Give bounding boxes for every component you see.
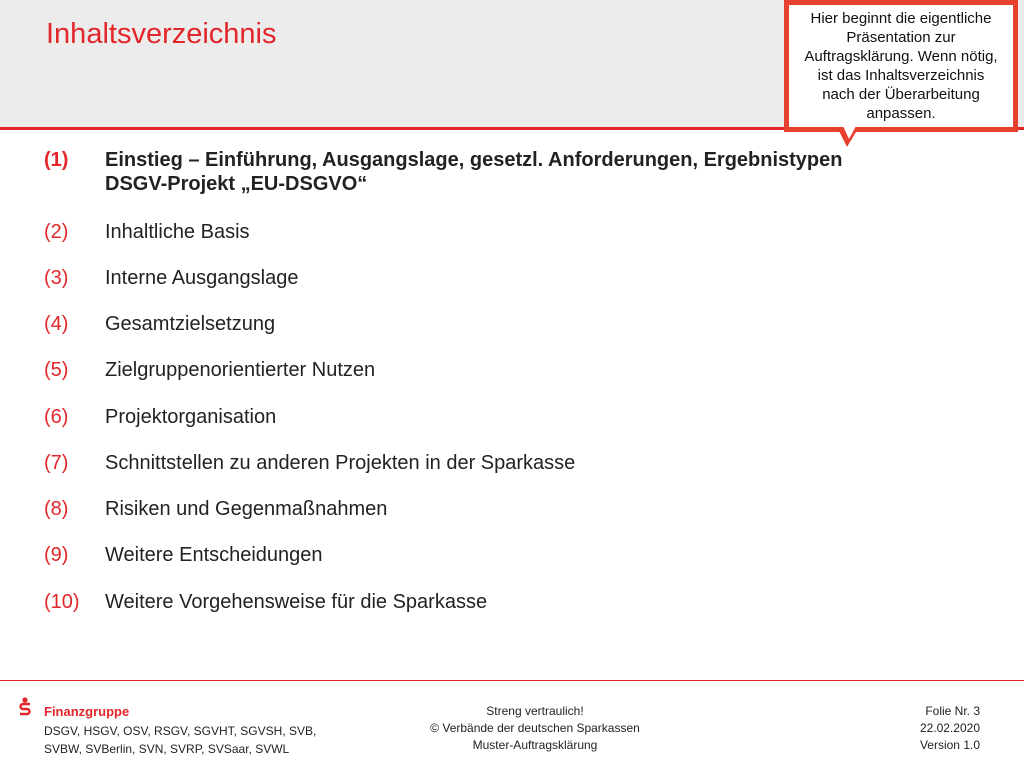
callout-note xyxy=(784,0,1018,132)
toc-number: (7) xyxy=(44,452,69,474)
slide-title: Inhaltsverzeichnis xyxy=(46,18,277,50)
slide-number: Folie Nr. 3 xyxy=(925,704,980,718)
sparkasse-s-logo-icon xyxy=(18,697,32,717)
document-name: Muster-Auftragsklärung xyxy=(472,738,598,752)
associations-line: SVBW, SVBerlin, SVN, SVRP, SVSaar, SVWL xyxy=(44,742,290,756)
copyright-note: © Verbände der deutschen Sparkassen xyxy=(430,721,640,735)
callout-pointer-inner xyxy=(843,126,856,139)
confidentiality-note: Streng vertraulich! xyxy=(486,704,584,718)
callout-line: Präsentation zur xyxy=(846,29,956,46)
callout-line: nach der Überarbeitung xyxy=(822,86,980,103)
toc-number: (2) xyxy=(44,221,69,243)
toc-label: Zielgruppenorientierter Nutzen xyxy=(105,359,376,381)
toc-label: Weitere Entscheidungen xyxy=(105,544,323,566)
toc-label-line: DSGV-Projekt „EU-DSGVO“ xyxy=(105,173,368,195)
callout-line: Auftragsklärung. Wenn nötig, xyxy=(804,48,998,65)
toc-number: (6) xyxy=(44,406,69,428)
toc-number: (3) xyxy=(44,267,69,289)
toc-number: (1) xyxy=(44,149,69,171)
footer-right xyxy=(850,703,980,754)
toc-label-line: Einstieg – Einführung, Ausgangslage, gesetzl. Anforderungen, Ergebnistypen xyxy=(105,149,843,171)
footer-divider xyxy=(0,680,1024,681)
toc-label: Schnittstellen zu anderen Projekten in der Sparkasse xyxy=(105,452,576,474)
associations-list xyxy=(44,722,344,758)
toc-label: Weitere Vorgehensweise für die Sparkasse xyxy=(105,591,488,613)
callout-line: anpassen. xyxy=(866,105,936,122)
slide-version: Version 1.0 xyxy=(919,738,980,752)
toc-label: Gesamtzielsetzung xyxy=(105,313,276,335)
associations-line: DSGV, HSGV, OSV, RSGV, SGVHT, SGVSH, SVB, xyxy=(44,724,317,738)
slide-date: 22.02.2020 xyxy=(919,721,980,735)
toc-number: (4) xyxy=(44,313,69,335)
toc-label: Inhaltliche Basis xyxy=(105,221,250,243)
footer-center xyxy=(390,703,680,754)
toc-label: Risiken und Gegenmaßnahmen xyxy=(105,498,388,520)
toc-number: (8) xyxy=(44,498,69,520)
callout-line: Hier beginnt die eigentliche xyxy=(810,10,992,27)
callout-line: ist das Inhaltsverzeichnis xyxy=(817,67,985,84)
toc-label xyxy=(105,148,985,196)
toc-number: (5) xyxy=(44,359,69,381)
toc-label: Projektorganisation xyxy=(105,406,277,428)
toc-number: (9) xyxy=(44,544,69,566)
toc-number: (10) xyxy=(44,591,80,613)
toc-label: Interne Ausgangslage xyxy=(105,267,299,289)
brand-label: Finanzgruppe xyxy=(44,704,130,719)
